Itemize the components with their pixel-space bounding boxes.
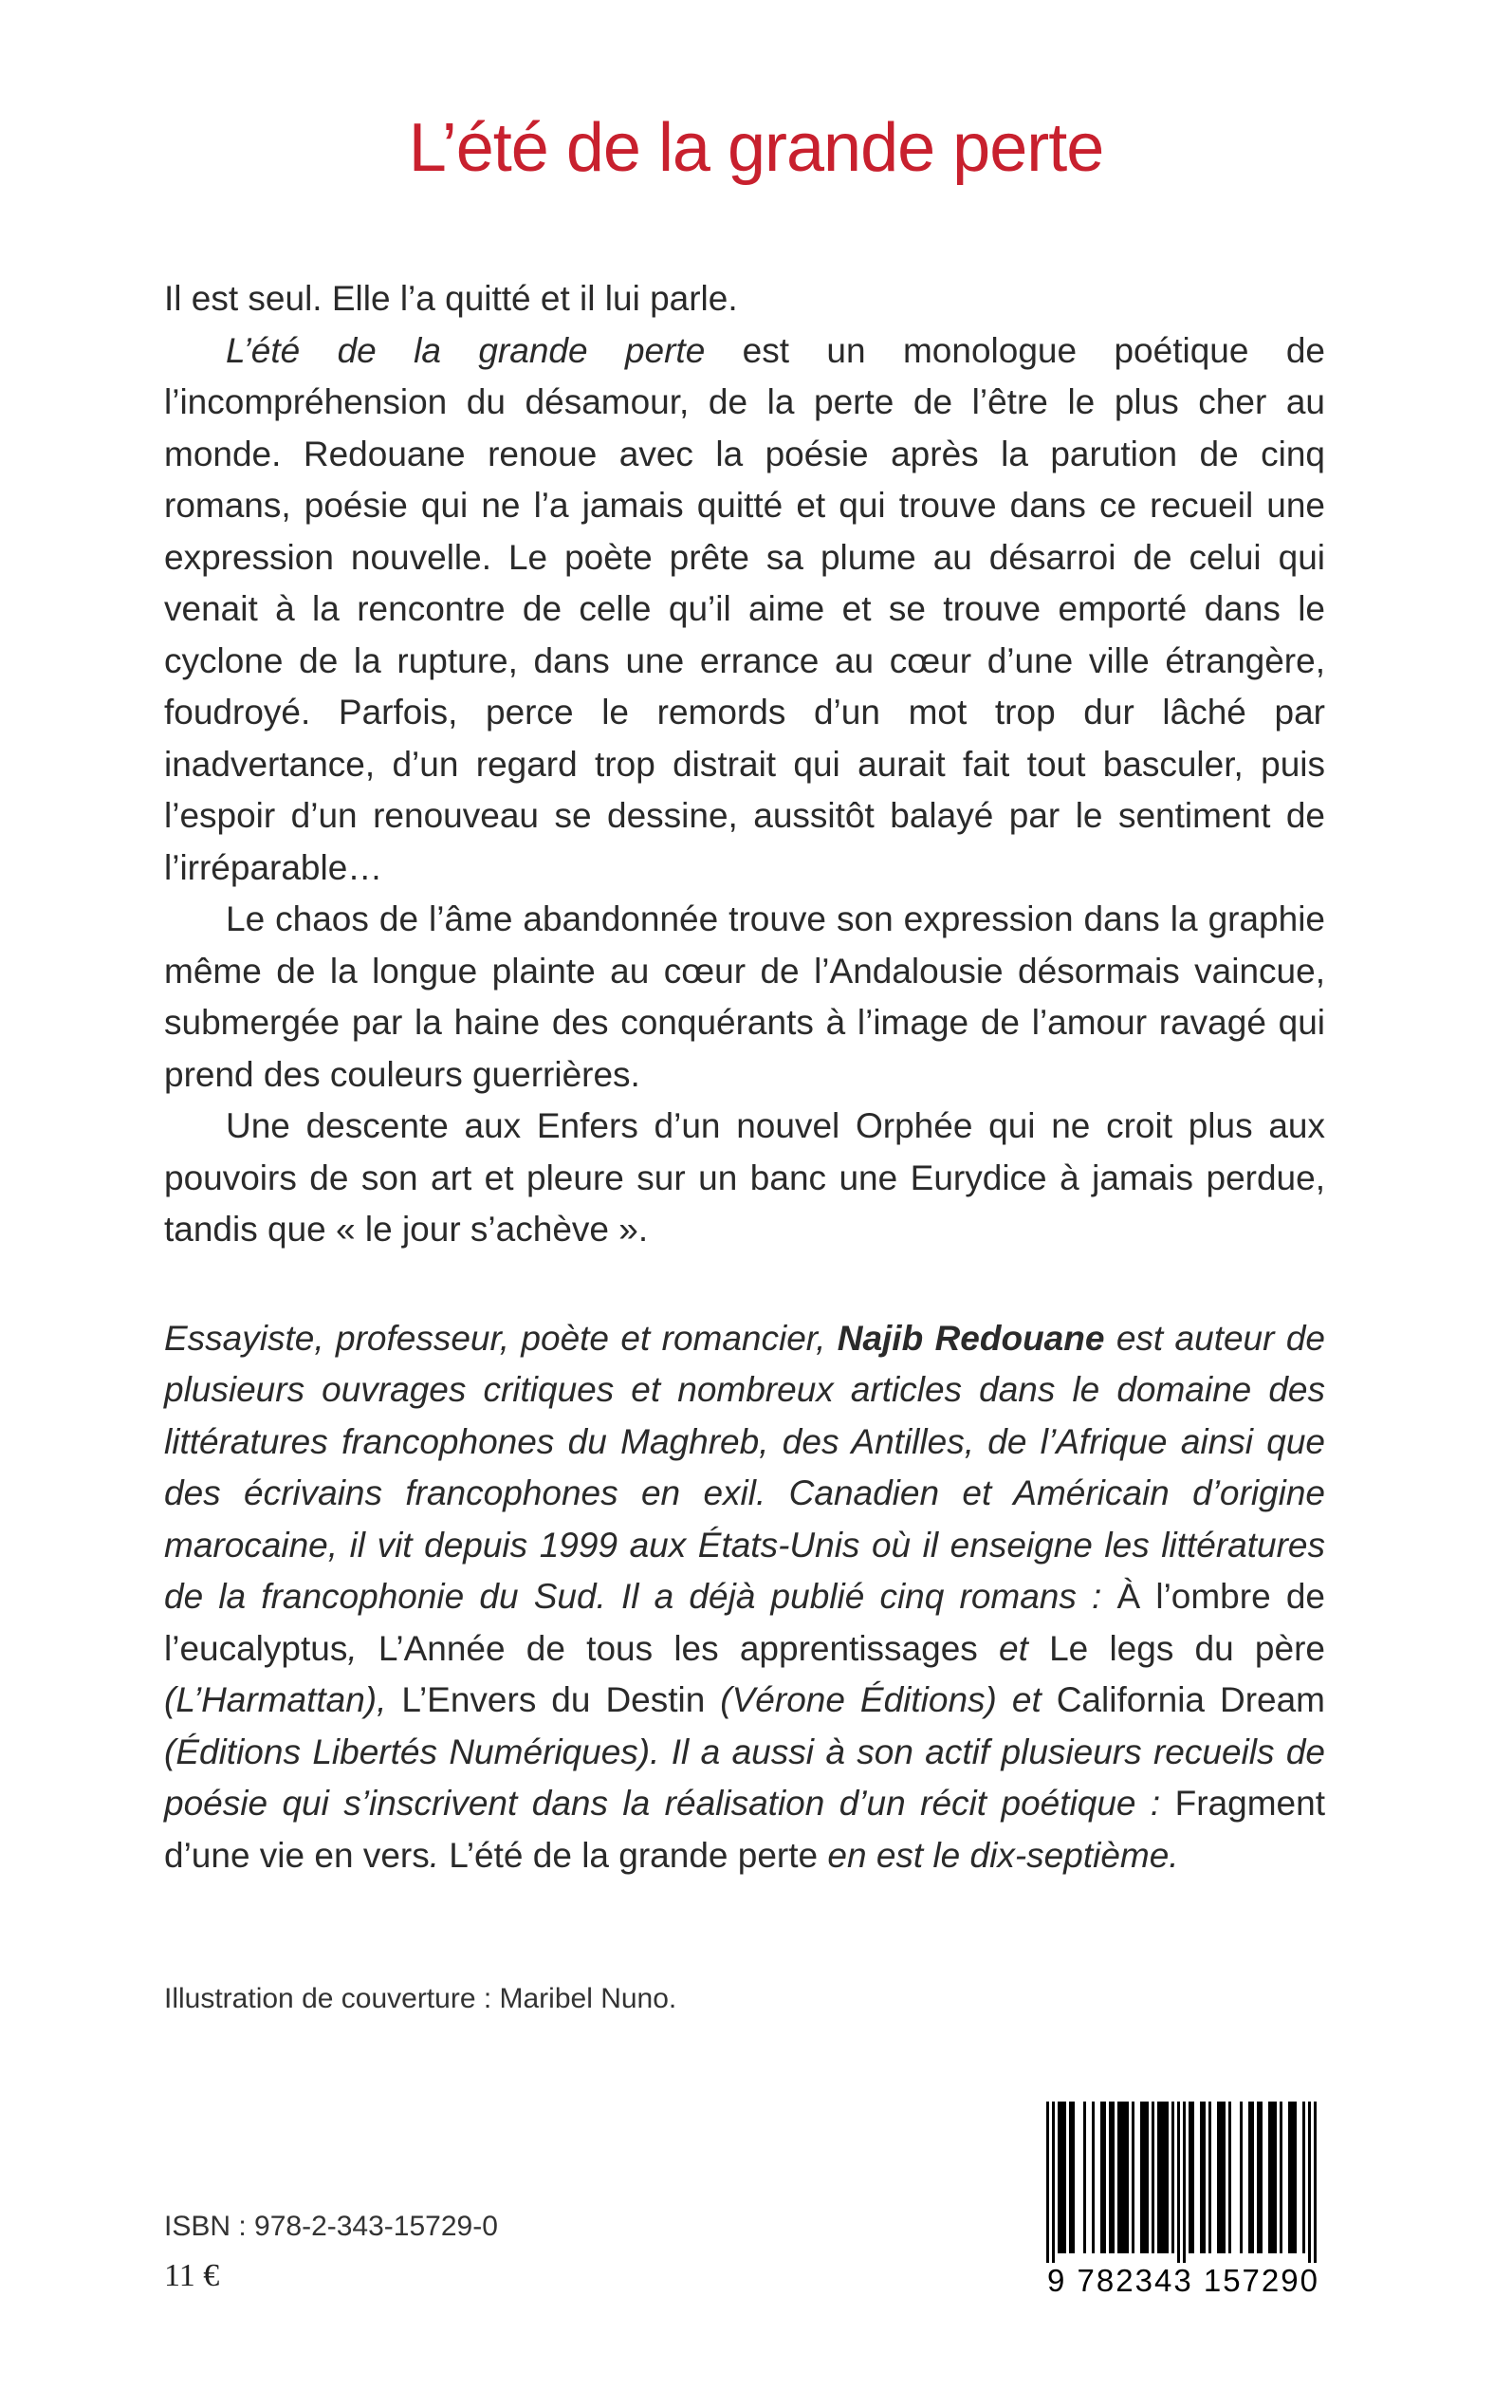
barcode-bar xyxy=(1208,2102,1211,2253)
barcode-bar xyxy=(1220,2102,1223,2253)
barcode-bar xyxy=(1083,2102,1086,2253)
barcode-bar xyxy=(1163,2102,1166,2253)
barcode-bar xyxy=(1248,2102,1251,2253)
barcode-bar xyxy=(1052,2102,1055,2263)
summary-title-ref: L’été de la grande perte xyxy=(226,330,706,370)
back-cover-text xyxy=(164,273,1325,1881)
summary-paragraph-4: Une descente aux Enfers d’un nouvel Orphée qui ne croit plus aux pouvoirs de son art et pleure sur un banc une Eurydice à jamais perdue, tandis que « le jour s’achève ». xyxy=(164,1106,1325,1249)
bio-text: . xyxy=(429,1835,450,1875)
barcode-bar xyxy=(1217,2102,1220,2253)
book-title: L’été de la grande perte xyxy=(408,110,1104,186)
barcode-bar xyxy=(1072,2102,1075,2253)
barcode-bar xyxy=(1302,2102,1305,2253)
summary-paragraph-3: Le chaos de l’âme abandonnée trouve son expression dans la graphie même de la longue plainte au cœur de l’Andalousie désormais vaincue, submergée par la haine des conquérants à l’image de l’amour ravagé qui prend des couleurs guerrières. xyxy=(164,899,1325,1094)
barcode-bar xyxy=(1160,2102,1163,2253)
barcode-bar xyxy=(1140,2102,1143,2253)
barcode-bar xyxy=(1274,2102,1277,2253)
barcode-bar xyxy=(1126,2102,1129,2253)
bio-text: , xyxy=(347,1628,378,1668)
price-label: 11 € xyxy=(164,2258,220,2293)
bio-text: (L’Harmattan), xyxy=(164,1680,402,1719)
bio-text: est auteur de plusieurs ouvrages critiques et nombreux articles dans le domaine des littératures francophones du Maghreb, des Antilles, de l’Afrique ainsi que des écrivains francophones en exil. Canadien et Américain d’origine marocaine, il vit depuis 1999 aux États-Unis où il enseigne les littératures de la francophonie du Sud. Il a déjà publié cinq romans : xyxy=(164,1318,1325,1616)
barcode-bar xyxy=(1157,2102,1160,2253)
bio-text: en est le dix-septième. xyxy=(818,1835,1179,1875)
barcode-bar xyxy=(1191,2102,1194,2253)
bio-text: (Éditions Libertés Numériques). Il a aussi à son actif plusieurs recueils de poésie qui s’inscrivent dans la réalisation d’un récit poétique : xyxy=(164,1732,1325,1823)
summary-paragraph-2-text: est un monologue poétique de l’incompréhension du désamour, de la perte de l’être le plus cher au monde. Redouane renoue avec la poésie après la parution de cinq romans, poésie qui ne l’a jamais quitté et qui trouve dans ce recueil une expression nouvelle. Le poète prête sa plume au désarroi de celui qui venait à la rencontre de celle qu’il aime et se trouve emporté dans le cyclone de la rupture, dans une errance au cœur d’une ville étrangère, foudroyé. Parfois, perce le remords d’un mot trop dur lâché par inadvertance, d’un regard trop distrait qui aurait fait tout basculer, puis l’espoir d’un renouveau se dessine, aussitôt balayé par le sentiment de l’irréparable… xyxy=(164,330,1325,887)
barcode-bar xyxy=(1308,2102,1311,2263)
book-title-ref: L’Envers du Destin xyxy=(401,1680,706,1719)
barcode-bar xyxy=(1058,2102,1060,2253)
barcode-bar xyxy=(1146,2102,1149,2253)
barcode-bar xyxy=(1143,2102,1146,2253)
bio-text: et xyxy=(977,1628,1050,1668)
barcode-bar xyxy=(1223,2102,1226,2253)
barcode-bar xyxy=(1069,2102,1072,2253)
barcode-bar xyxy=(1183,2102,1186,2263)
barcode-bar xyxy=(1177,2102,1180,2263)
barcode-bar xyxy=(1291,2102,1294,2253)
book-title-ref: Fragment d’une vie en vers xyxy=(164,1784,1325,1875)
author-name: Najib Redouane xyxy=(837,1318,1105,1358)
barcode-bar xyxy=(1260,2102,1263,2253)
barcode-bar xyxy=(1228,2102,1231,2253)
barcode-bar xyxy=(1271,2102,1274,2253)
barcode-bar xyxy=(1171,2102,1174,2253)
book-title-ref: L’été de la grande perte xyxy=(449,1835,819,1875)
barcode-bar xyxy=(1060,2102,1063,2253)
bio-text: (Vérone Éditions) et xyxy=(705,1680,1057,1719)
summary-paragraph-2 xyxy=(164,325,1325,895)
barcode-bar xyxy=(1046,2102,1049,2263)
barcode-bar xyxy=(1120,2102,1123,2253)
barcode-bar xyxy=(1203,2102,1206,2253)
barcode-bar xyxy=(1100,2102,1103,2253)
barcode-bar xyxy=(1132,2102,1134,2253)
book-title-ref: À l’ombre de l’eucalyptus xyxy=(164,1577,1325,1668)
barcode xyxy=(1029,2102,1337,2306)
summary-paragraph-1: Il est seul. Elle l’a quitté et il lui parle. xyxy=(164,279,738,318)
barcode-bar xyxy=(1166,2102,1169,2253)
barcode-bar xyxy=(1152,2102,1154,2253)
barcode-bar xyxy=(1294,2102,1297,2253)
barcode-bar xyxy=(1257,2102,1260,2253)
barcode-bar xyxy=(1092,2102,1095,2253)
barcode-bar xyxy=(1268,2102,1271,2253)
barcode-bars xyxy=(1029,2102,1337,2263)
book-title-ref: California Dream xyxy=(1056,1680,1325,1719)
barcode-bar xyxy=(1112,2102,1115,2253)
barcode-bar xyxy=(1251,2102,1254,2253)
bio-text: Essayiste, professeur, poète et romancier, xyxy=(164,1318,838,1358)
isbn-label: ISBN : 978-2-343-15729-0 xyxy=(164,2211,498,2242)
barcode-bar xyxy=(1288,2102,1291,2253)
barcode-bar xyxy=(1109,2102,1112,2253)
barcode-bar xyxy=(1189,2102,1191,2253)
barcode-bar xyxy=(1240,2102,1243,2253)
barcode-digits: 9 782343 157290 xyxy=(1029,2263,1337,2299)
barcode-bar xyxy=(1103,2102,1106,2253)
illustration-credit: Illustration de couverture : Maribel Nuno. xyxy=(164,1983,677,2014)
barcode-bar xyxy=(1123,2102,1126,2253)
author-bio xyxy=(164,1313,1325,1882)
book-title-ref: Le legs du père xyxy=(1049,1628,1325,1668)
barcode-bar xyxy=(1314,2102,1317,2263)
barcode-bar xyxy=(1117,2102,1120,2253)
barcode-bar xyxy=(1280,2102,1282,2253)
barcode-bar xyxy=(1200,2102,1203,2253)
book-title-ref: L’Année de tous les apprentissages xyxy=(378,1628,978,1668)
barcode-bar xyxy=(1063,2102,1066,2253)
